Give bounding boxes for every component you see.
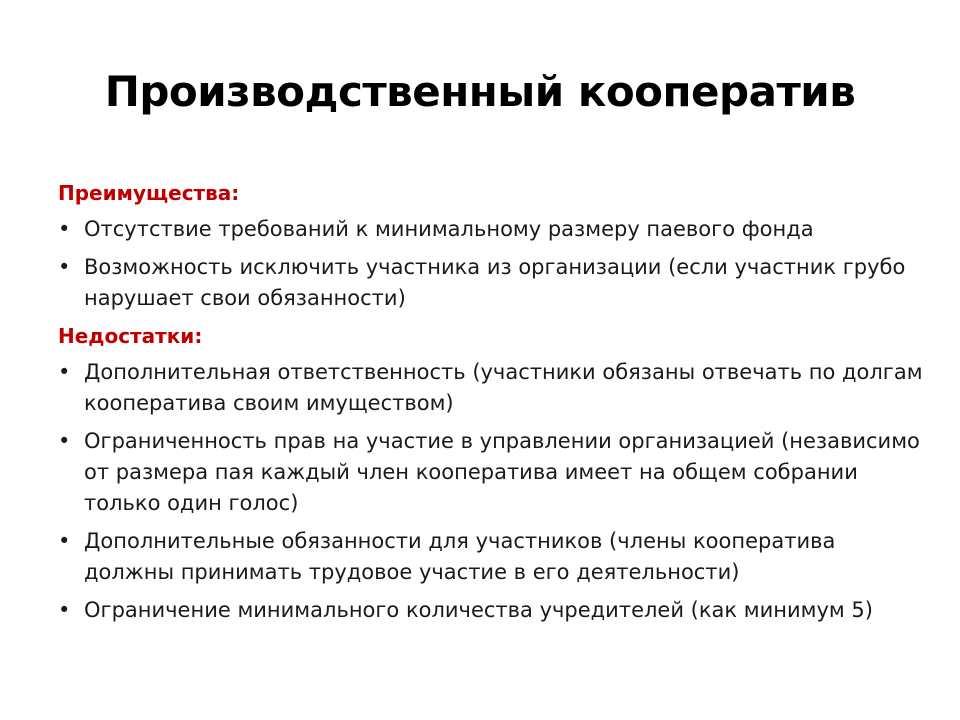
slide-content xyxy=(58,174,928,633)
list-item xyxy=(58,595,928,626)
bullet-icon: • xyxy=(58,429,71,453)
slide-title: Производственный кооператив xyxy=(104,67,856,116)
list-item xyxy=(58,426,928,519)
bullet-icon: • xyxy=(58,217,71,241)
list-item-text: Ограниченность прав на участие в управлении организацией (независимо от размера пая каждый член кооператива имеет на общем собрании только один голос) xyxy=(84,429,920,515)
list-item-text: Отсутствие требований к минимальному размеру паевого фонда xyxy=(84,217,814,241)
list-item xyxy=(58,214,928,245)
bullet-icon: • xyxy=(58,529,71,553)
bullet-icon: • xyxy=(58,598,71,622)
list-item xyxy=(58,357,928,419)
bullet-icon: • xyxy=(58,255,71,279)
disadvantages-heading: Недостатки: xyxy=(58,324,203,348)
list-item-text: Дополнительная ответственность (участники обязаны отвечать по долгам кооператива своим имуществом) xyxy=(84,360,923,415)
list-item-text: Дополнительные обязанности для участников (члены кооператива должны принимать трудовое участие в его деятельности) xyxy=(84,529,836,584)
advantages-heading: Преимущества: xyxy=(58,181,240,205)
bullet-icon: • xyxy=(58,360,71,384)
list-item xyxy=(58,526,928,588)
list-item xyxy=(58,252,928,314)
list-item-text: Ограничение минимального количества учредителей (как минимум 5) xyxy=(84,598,873,622)
list-item-text: Возможность исключить участника из организации (если участник грубо нарушает свои обязанности) xyxy=(84,255,906,310)
